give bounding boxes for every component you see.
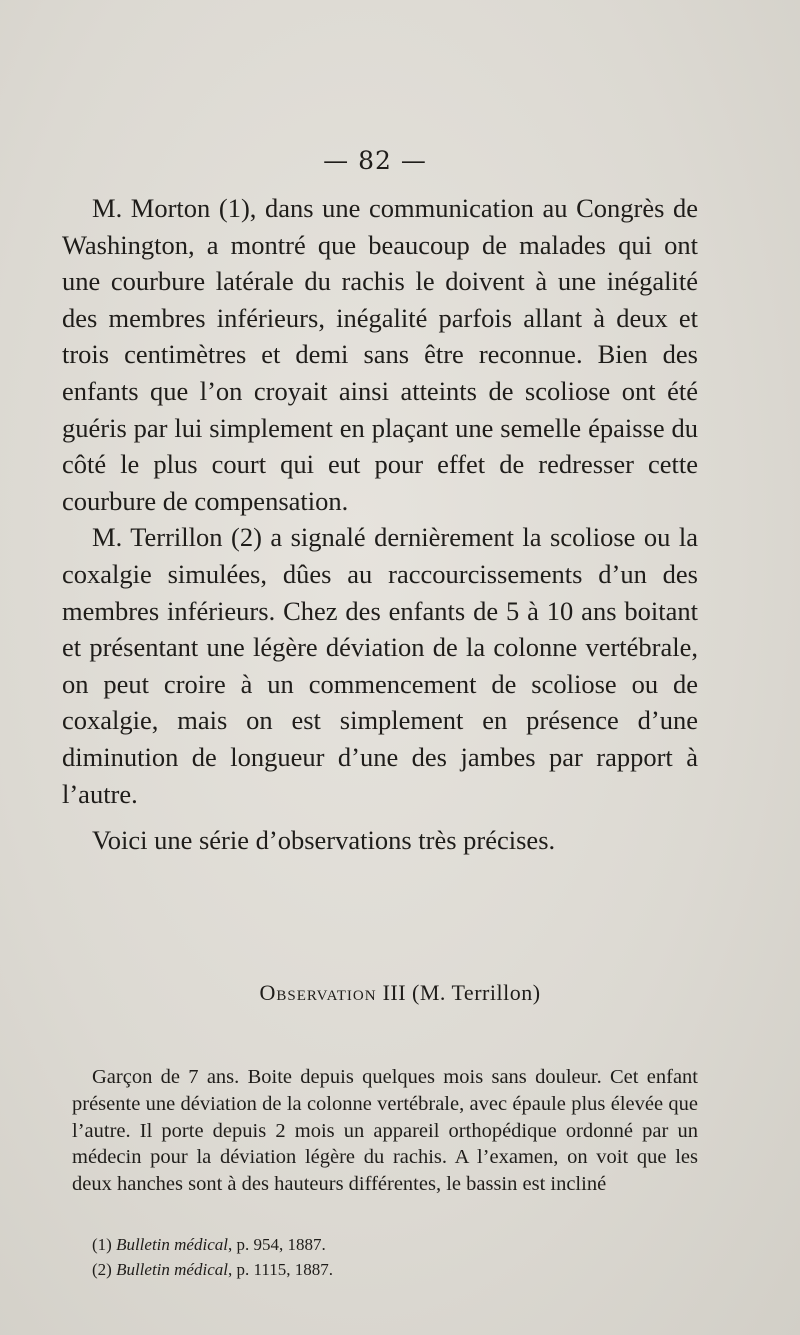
observation-text bbox=[72, 1064, 698, 1198]
paragraph-terrillon: M. Terrillon (2) a signalé dernièrement la scoliose ou la coxalgie simulées, dûes au raccourcissements d’un des membres inférieurs. Chez des enfants de 5 à 10 ans boitant et présentant une légère déviation de la colonne vertébrale, on peut croire à un commencement de scoliose ou de coxalgie, mais on est simplement en présence d’une diminution de longueur d’une des jambes par rapport à l’autre. bbox=[62, 522, 698, 809]
observation-heading-rest: III (M. Terrillon) bbox=[376, 980, 541, 1005]
main-text bbox=[62, 190, 698, 859]
footnote-1-ref: , p. 954, 1887. bbox=[227, 1235, 326, 1254]
footnote-1 bbox=[92, 1232, 692, 1257]
footnote-2-ref: , p. 1115, 1887. bbox=[227, 1260, 333, 1279]
paragraph-morton: M. Morton (1), dans une communication au Congrès de Washington, a montré que beaucoup de malades qui ont une courbure latérale du rachis le doivent à une inégalité des membres inférieurs, inégalité parfois allant à deux et trois centimètres et demi sans être reconnue. Bien des enfants que l’on croyait ainsi atteints de scoliose ont été guéris par lui simplement en plaçant une semelle épaisse du côté le plus court qui eut pour effet de redresser cette courbure de compensation. bbox=[62, 193, 698, 516]
observation-heading-label: Observation bbox=[259, 980, 377, 1005]
paragraph-observations-intro: Voici une série d’observations très précises. bbox=[92, 825, 556, 856]
footnote-1-journal: Bulletin médical bbox=[116, 1235, 228, 1254]
footnote-2-journal: Bulletin médical bbox=[116, 1260, 228, 1279]
page-number: — 82 — bbox=[323, 146, 427, 175]
footnote-2-marker: (2) bbox=[92, 1260, 117, 1279]
footnotes bbox=[92, 1232, 692, 1282]
footnote-2 bbox=[92, 1257, 692, 1282]
footnote-1-marker: (1) bbox=[92, 1235, 117, 1254]
observation-paragraph: Garçon de 7 ans. Boite depuis quelques mois sans douleur. Cet enfant présente une déviation de la colonne vertébrale, avec épaule plus élevée que l’autre. Il porte depuis 2 mois un appareil orthopédique ordonné par un médecin pour la déviation légère du rachis. A l’examen, on voit que les deux hanches sont à des hauteurs différentes, le bassin est incliné bbox=[72, 1066, 698, 1196]
observation-heading bbox=[0, 980, 800, 1006]
